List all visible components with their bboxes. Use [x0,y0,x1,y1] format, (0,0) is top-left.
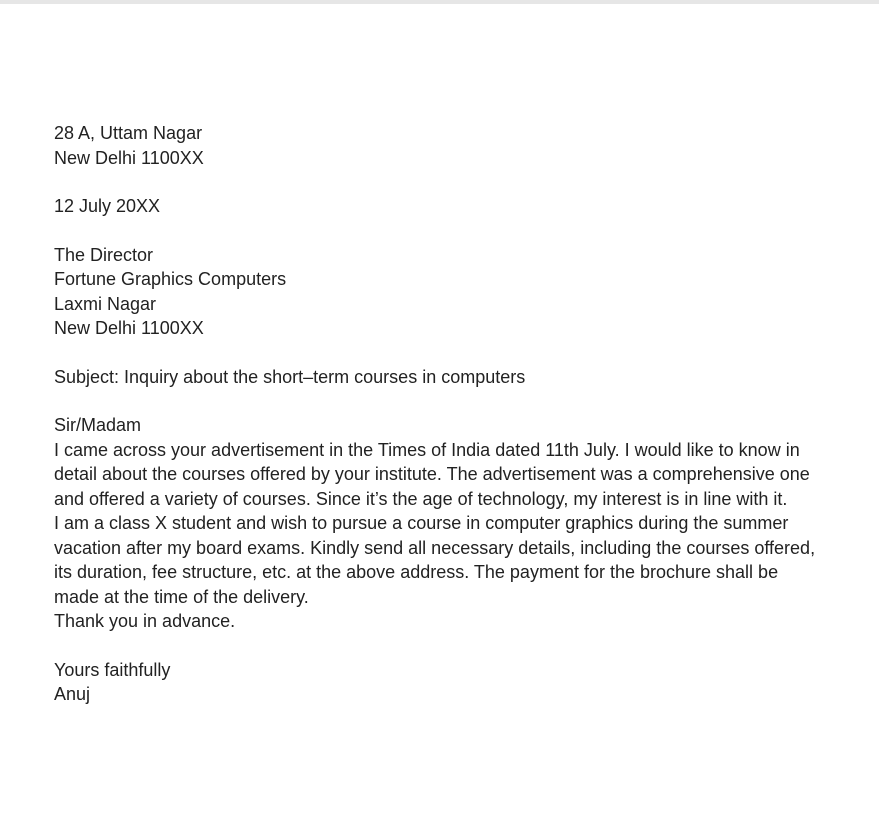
sign-off [54,658,844,707]
body-line: and offered a variety of courses. Since it’s the age of technology, my interest is in line with it. [54,488,788,509]
recipient-line: The Director [54,244,154,265]
recipient-line: Fortune Graphics Computers [54,269,287,289]
top-divider [0,0,879,4]
subject-block [54,365,844,390]
sender-address-line: New Delhi 1100XX [54,147,204,168]
sender-address [54,121,844,170]
body-line: detail about the courses offered by your institute. The advertisement was a comprehensive one [54,464,810,484]
recipient-address [54,243,844,341]
letter-date-block [54,194,844,219]
body-line: I came across your advertisement in the Times of India dated 11th July. I would like to know in [54,439,800,460]
recipient-line: Laxmi Nagar [54,293,157,314]
letter-body [54,413,844,634]
recipient-line: New Delhi 1100XX [54,318,204,338]
signature-name: Anuj [54,684,91,704]
closing-thanks: Thank you in advance. [54,611,236,631]
salutation: Sir/Madam [54,415,142,435]
sender-address-line: 28 A, Uttam Nagar [54,123,203,143]
complimentary-close: Yours faithfully [54,659,171,680]
body-line: its duration, fee structure, etc. at the above address. The payment for the brochure shall be [54,562,779,582]
letter-subject: Subject: Inquiry about the short–term courses in computers [54,366,526,387]
body-line: I am a class X student and wish to pursue a course in computer graphics during the summer [54,513,789,533]
body-line: made at the time of the delivery. [54,586,309,607]
letter-document [54,121,844,707]
letter-date: 12 July 20XX [54,196,161,216]
body-line: vacation after my board exams. Kindly send all necessary details, including the courses offered, [54,537,816,558]
